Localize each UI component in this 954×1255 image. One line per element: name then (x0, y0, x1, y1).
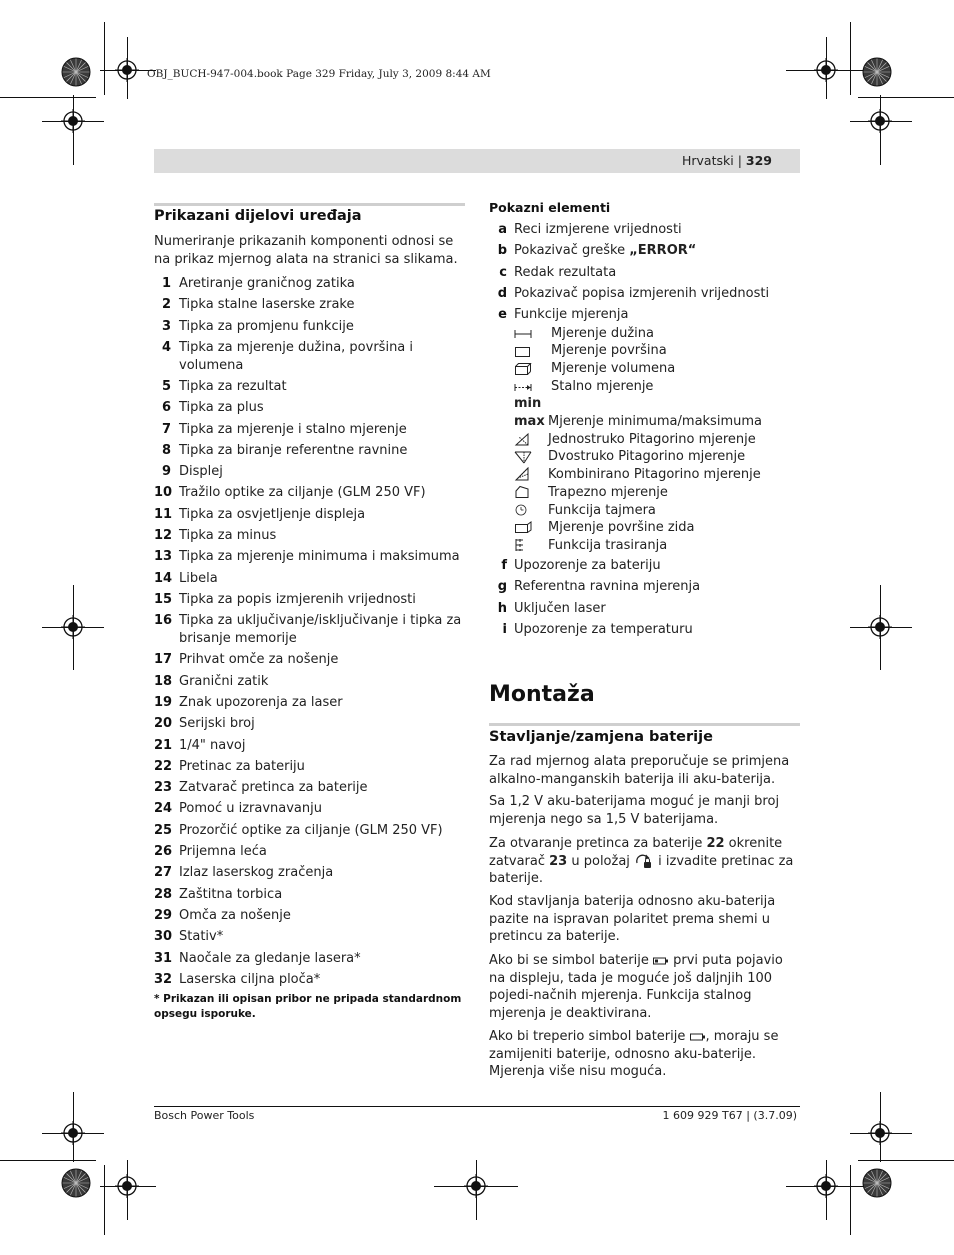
item-text: Prozorčić optike za ciljanje (GLM 250 VF) (179, 822, 443, 838)
item-number: 28 (154, 886, 173, 902)
item-text: Tipka za mjerenje i stalno mjerenje (179, 421, 407, 437)
item-text: Tražilo optike za ciljanje (GLM 250 VF) (179, 485, 426, 501)
item-number: 2 (161, 297, 171, 313)
page-header (154, 149, 800, 173)
item-number: 31 (154, 950, 173, 966)
color-rosette-icon (61, 57, 91, 87)
item-text: Aretiranje graničnog zatika (179, 276, 355, 291)
function-label: Mjerenje volumena (551, 361, 676, 376)
registration-target-icon (464, 1174, 488, 1198)
list-item (154, 694, 466, 712)
list-item (154, 971, 466, 989)
footer-brand: Bosch Power Tools (154, 1109, 255, 1122)
list-item (154, 779, 466, 797)
item-number: 14 (154, 570, 173, 586)
crop-mark (850, 1165, 851, 1235)
item-number: 27 (154, 865, 173, 881)
battery-paragraph: Ako bi treperio simbol baterije , moraju se zamijeniti baterije, odnosno aku-baterije. Mjerenja više nisu moguća. (489, 1029, 779, 1080)
list-item: a Reci izmjerene vrijednosti (498, 222, 682, 237)
list-item (154, 548, 466, 566)
crop-mark (0, 97, 96, 98)
function-label: Dvostruko Pitagorino mjerenje (548, 449, 746, 464)
item-number: 13 (154, 549, 173, 565)
item-number: 18 (154, 673, 173, 689)
trapezoid-icon (514, 485, 532, 499)
function-label: Mjerenje dužina (551, 326, 654, 341)
registration-target-icon (115, 1174, 139, 1198)
list-item (154, 484, 466, 502)
item-number: 5 (161, 378, 171, 394)
footnote: * Prikazan ili opisan pribor ne pripada standardnom opsegu isporuke. (154, 993, 462, 1020)
item-number: 16 (154, 613, 173, 629)
list-item: h Uključen laser (497, 600, 606, 616)
item-number: 3 (161, 318, 171, 334)
list-item (154, 296, 466, 314)
registration-target-icon (61, 615, 85, 639)
item-text: Tipka za mjerenje dužina, površina i volumena (179, 339, 414, 373)
function-label: Mjerenje površina (551, 343, 667, 358)
pythagoras-combined-icon (514, 467, 532, 481)
list-item: i Upozorenje za temperaturu (502, 621, 693, 637)
item-text: Tipka za promjenu funkcije (179, 318, 354, 334)
item-text: Libela (179, 570, 218, 586)
item-text: Znak upozorenja za laser (179, 694, 343, 710)
item-number: 17 (154, 652, 173, 668)
item-number: 11 (154, 506, 173, 522)
crop-mark (850, 22, 851, 95)
item-text: Tipka za biranje referentne ravnine (179, 442, 408, 458)
list-item (154, 950, 466, 968)
item-number: 30 (154, 929, 173, 945)
list-item (154, 737, 466, 755)
max-label: max (514, 414, 545, 429)
item-text: Granični zatik (179, 673, 269, 689)
item-text: Tipka za uključivanje/isključivanje i tipka za brisanje memorije (179, 613, 462, 647)
item-text: Naočale za gledanje lasera* (179, 950, 361, 966)
list-item (154, 527, 466, 545)
timer-icon (514, 503, 532, 517)
pythagoras-double-icon (514, 450, 532, 464)
list-item (154, 758, 466, 776)
item-text: Stativ* (179, 929, 224, 945)
item-text: Displej (179, 464, 223, 480)
list-item (154, 673, 466, 691)
item-text: Tipka za minus (179, 528, 277, 544)
indicators-list-continued (489, 557, 809, 639)
registration-target-icon (61, 109, 85, 133)
battery-paragraph: Sa 1,2 V aku-baterijama moguć je manji broj mjerenja nego sa 1,5 V baterijama. (489, 794, 780, 827)
registration-target-icon (814, 1174, 838, 1198)
item-number: 22 (154, 758, 173, 774)
item-text: Zaštitna torbica (179, 886, 283, 902)
list-item (154, 570, 466, 588)
function-label: Funkcija trasiranja (548, 538, 668, 553)
item-text: Tipka stalne laserske zrake (179, 297, 355, 313)
error-label: „ERROR“ (629, 243, 697, 259)
volume-icon (514, 362, 532, 376)
crop-mark (858, 1160, 954, 1161)
item-number: 7 (161, 421, 171, 437)
language-label: Hrvatski (681, 153, 734, 168)
item-text: Tipka za popis izmjerenih vrijednosti (179, 591, 416, 607)
list-item (154, 822, 466, 840)
registration-target-icon (868, 615, 892, 639)
function-label: Kombinirano Pitagorino mjerenje (548, 467, 761, 482)
area-icon (514, 345, 532, 359)
item-text: Omča za nošenje (179, 907, 291, 923)
list-item: g Referentna ravnina mjerenja (497, 579, 701, 595)
function-label: Trapezno mjerenje (548, 485, 668, 500)
section-title: Prikazani dijelovi uređaja (154, 208, 362, 224)
item-number: 6 (161, 400, 171, 416)
item-text: Laserska ciljna ploča* (179, 971, 321, 987)
page-number: 329 (745, 153, 772, 168)
file-header: OBJ_BUCH-947-004.book Page 329 Friday, July 3, 2009 8:44 AM (147, 68, 491, 80)
item-number: 9 (161, 464, 171, 480)
battery-low-icon (653, 956, 669, 966)
function-label: Stalno mjerenje (551, 379, 654, 394)
item-text: Zatvarač pretinca za baterije (179, 780, 368, 796)
components-list (154, 275, 466, 992)
list-item (154, 907, 466, 925)
indicators-title: Pokazni elementi (489, 200, 611, 215)
item-text: Prijemna leća (179, 844, 267, 860)
item-text: Izlaz laserskog zračenja (179, 865, 334, 881)
footer-rule (154, 1106, 800, 1107)
function-label: Mjerenje površine zida (548, 520, 695, 535)
list-item (154, 843, 466, 861)
item-text: Pomoć u izravnavanju (179, 801, 322, 817)
footer-doc-id: 1 609 929 T67 | (3.7.09) (662, 1109, 797, 1122)
list-item (154, 864, 466, 882)
item-number: 29 (154, 907, 173, 923)
item-number: 23 (154, 780, 173, 796)
registration-target-icon (61, 1121, 85, 1145)
color-rosette-icon (862, 57, 892, 87)
battery-empty-icon (690, 1032, 706, 1042)
item-number: 1 (161, 276, 171, 291)
list-item (154, 442, 466, 460)
registration-target-icon (115, 58, 139, 82)
list-item (154, 715, 466, 733)
intro-paragraph: Numeriranje prikazanih komponenti odnosi se na prikaz mjernog alata na stranici sa slikama. (154, 234, 458, 267)
stake-out-icon (514, 538, 532, 552)
list-item (154, 506, 466, 524)
list-item (154, 886, 466, 904)
list-item (154, 591, 466, 609)
registration-target-icon (814, 58, 838, 82)
item-number: 21 (154, 737, 173, 753)
color-rosette-icon (862, 1168, 892, 1198)
section-rule (489, 723, 800, 726)
list-item: e Funkcije mjerenja (498, 307, 629, 323)
crop-mark (104, 1165, 105, 1235)
list-item: c Redak rezultata (499, 264, 617, 280)
item-text: Tipka za rezultat (179, 378, 287, 394)
item-number: 4 (161, 339, 171, 355)
length-icon (514, 327, 532, 341)
item-number: 32 (154, 971, 173, 987)
item-text: Serijski broj (179, 716, 255, 732)
battery-paragraph: Ako bi se simbol baterije prvi puta pojavio na displeju, tada je moguće još daljnjih 100 pojedi-načnih mjerenja. Funkcija stalnog mjerenja je deaktivirana. (489, 953, 783, 1021)
min-label: min (514, 396, 542, 411)
list-item (154, 612, 466, 648)
battery-paragraph: Za rad mjernog alata preporučuje se primjena alkalno-manganskih baterija ili aku-baterija. (489, 754, 790, 787)
list-item: b Pokazivač greške „ERROR“ (497, 243, 697, 259)
list-item: d Pokazivač popisa izmjerenih vrijednosti (497, 285, 770, 301)
item-number: 8 (161, 442, 171, 458)
list-item (154, 928, 466, 946)
item-number: 26 (154, 844, 173, 860)
list-item (154, 318, 466, 336)
section-rule (154, 203, 465, 206)
function-label: Mjerenje minimuma/maksimuma (548, 414, 762, 429)
pythagoras-single-icon (514, 432, 532, 446)
item-text: Pretinac za bateriju (179, 758, 305, 774)
list-item (154, 339, 466, 375)
crop-mark (104, 22, 105, 95)
list-item (154, 651, 466, 669)
list-item (154, 421, 466, 439)
item-number: 19 (154, 694, 173, 710)
item-text: 1/4" navoj (179, 737, 246, 753)
list-item (154, 800, 466, 818)
battery-paragraph: Za otvaranje pretinca za baterije 22 okrenite zatvarač 23 u položaj i izvadite pretinac za baterije. (489, 836, 794, 887)
continuous-icon (514, 380, 532, 394)
item-number: 24 (154, 801, 173, 817)
list-item (154, 399, 466, 417)
color-rosette-icon (61, 1168, 91, 1198)
item-number: 10 (154, 485, 173, 501)
item-number: 25 (154, 822, 173, 838)
header-separator: | (737, 153, 742, 168)
wall-area-icon (514, 520, 532, 534)
unlock-icon (634, 853, 654, 870)
battery-paragraph: Kod stavljanja baterija odnosno aku-baterija pazite na ispravan polaritet prema shemi u pretincu za baterije. (489, 894, 776, 945)
list-item (154, 378, 466, 396)
item-number: 20 (154, 716, 173, 732)
registration-target-icon (868, 1121, 892, 1145)
crop-mark (858, 97, 954, 98)
function-label: Jednostruko Pitagorino mjerenje (548, 432, 756, 447)
page-header-text (682, 153, 772, 168)
item-text: Tipka za osvjetljenje displeja (179, 506, 366, 522)
function-label: Funkcija tajmera (548, 503, 656, 518)
battery-section-title: Stavljanje/zamjena baterije (489, 729, 713, 745)
list-item (154, 275, 466, 293)
assembly-title: Montaža (489, 682, 595, 707)
item-text: Prihvat omče za nošenje (179, 652, 339, 668)
registration-target-icon (868, 109, 892, 133)
item-number: 12 (154, 528, 173, 544)
list-item: f Upozorenje za bateriju (501, 558, 661, 573)
indicators-list (489, 221, 809, 324)
item-text: Tipka za plus (179, 400, 264, 416)
list-item (154, 463, 466, 481)
crop-mark (0, 1160, 96, 1161)
item-number: 15 (154, 591, 173, 607)
item-text: Tipka za mjerenje minimuma i maksimuma (179, 549, 460, 565)
